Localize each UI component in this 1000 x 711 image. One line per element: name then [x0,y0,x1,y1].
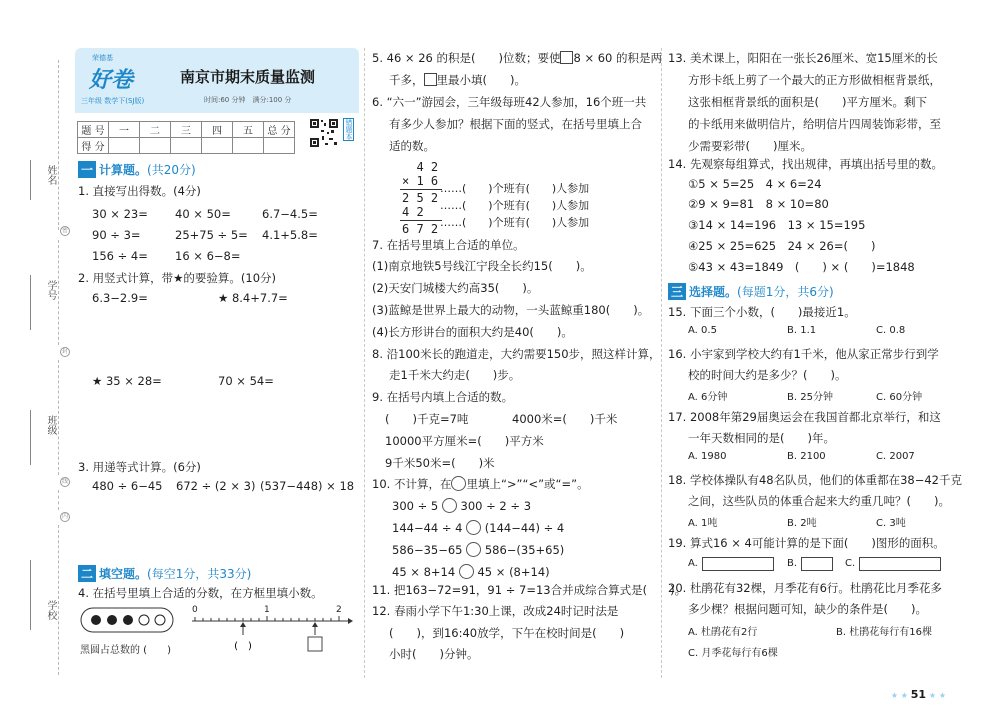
label-school: 学校 [45,600,56,620]
column-divider [364,48,365,678]
section-note: (共20分) [147,163,196,177]
compare-right: 586−(35+65) [484,543,565,557]
question-18-line: 之间，这些队员的体重合起来大约重几吨？( )。 [688,494,950,508]
pattern-item: ①5 × 5=25 4 × 6=24 [688,177,822,191]
section-note: (每题1分，共6分) [737,285,834,299]
question-10-title [372,476,589,492]
question-15: 15. 下面三个小数，( )最接近1。 [668,305,856,319]
compare-circle[interactable] [466,520,481,535]
page-number: 51 [910,688,927,701]
calc-note: ……( )个班有( )人参加 [440,182,590,195]
question-13-line: 少需要彩带( )厘米。 [688,139,812,153]
score-table [77,121,295,154]
exam-header [75,48,359,113]
q5-text: 里最小填( )。 [436,73,526,87]
compare-circle [451,476,466,491]
pattern-item: ③14 × 14=196 13 × 15=195 [688,218,866,232]
compare-right: (144−44) ÷ 4 [484,521,565,535]
dots-caption-text: 黑圆占总数的 [80,645,140,656]
calc-row: × 1 6 [402,174,439,188]
calc-item: 156 ÷ 4= [92,249,148,263]
question-7-item: (3)蓝鲸是世界上最大的动物，一头蓝鲸重180( )。 [372,303,650,317]
question-9-item: ( )千克=7吨 [385,412,469,426]
section-multiple-choice [668,283,834,300]
qr-label: 错题本 [345,119,353,140]
score-input-cell[interactable] [140,138,171,154]
question-9-item: 4000米=( )千米 [512,412,618,426]
calc-item: 4.1+5.8= [262,228,318,242]
section-number: 三 [668,283,686,300]
question-6-line: 6. “六一”游园会，三年级每班42人参加，16个班一共 [372,95,647,109]
choice-option[interactable] [845,558,855,569]
compare-circle[interactable] [459,564,474,579]
calc-row: 2 5 2 [402,191,439,205]
vertical-calc-item: 70 × 54= [218,374,274,388]
pattern-item: ⑤43 × 43=1849 ( ) × ( )=1848 [688,260,915,274]
question-2-title: 2. 用竖式计算，带★的要验算。(10分) [78,271,277,285]
compare-left: 586−35−65 [392,543,463,557]
seal-mark: 封 [61,348,68,355]
question-17-line: 17. 2008年第29届奥运会在我国首都北京举行，和这 [668,410,941,424]
choice-option[interactable]: A. 杜鹃花有2行 [688,627,758,638]
question-7-item: (2)天安门城楼大约高35( )。 [372,281,539,295]
question-5-line [389,72,526,88]
score-input-cell[interactable] [264,138,295,154]
score-input-cell[interactable] [171,138,202,154]
compare-circle[interactable] [466,542,481,557]
choice-option[interactable]: A. 1吨 [688,518,718,529]
cut-line [58,240,59,345]
number-line-tick: 0 [192,605,198,615]
score-cell: 四 [202,122,233,138]
pattern-item: ④25 × 25=625 24 × 26=( ) [688,239,876,253]
calc-item: 40 × 50= [175,207,231,221]
question-11: 11. 把163−72=91，91 ÷ 7=13合并成综合算式是( )。 [372,583,687,597]
grade-label: 三年级 数学下(SJ版) [81,97,145,105]
section-number: 二 [78,565,96,582]
compare-item [392,520,564,535]
score-cell: 五 [233,122,264,138]
question-8-line: 8. 沿100米长的跑道走，大约需要150步，照这样计算， [372,347,661,361]
compare-right: 45 × (8+14) [477,565,550,579]
choice-label: A. [688,558,698,569]
score-cell: 二 [140,122,171,138]
question-18-line: 18. 学校体操队有48名队员，他们的体重都在38−42千克 [668,473,962,487]
question-12-line: ( )，到16:40放学，下午在校时间是( ) [389,626,625,640]
vertical-calc-item: ★ 8.4+7.7= [218,291,288,305]
question-7-title: 7. 在括号里填上合适的单位。 [372,238,525,252]
page-footer [891,688,946,701]
q10-text: 10. 不计算，在 [372,477,452,491]
question-1-title: 1. 直接写出得数。(4分) [78,184,201,198]
question-6-line: 适的数。 [389,139,435,153]
compare-item [392,542,564,557]
question-4-title: 4. 在括号里填上合适的分数，在方框里填小数。 [78,586,323,600]
score-cell: 题 号 [78,122,109,138]
stepwise-item: 480 ÷ 6−45 [92,479,163,493]
question-12-line: 小时( )分钟。 [389,647,479,661]
seal-mark: 内 [61,513,68,520]
cut-line [58,525,59,675]
calc-note: ……( )个班有( )人参加 [440,216,590,229]
id-line [30,275,31,330]
section-calculation [78,161,196,178]
question-16-line: 16. 小宇家到学校大约有1千米，他从家正常步行到学 [668,347,939,361]
question-20-line: 多少棵？根据问题可知，缺少的条件是( )。 [688,602,927,616]
seal-mark: 线 [61,478,68,485]
choice-option[interactable]: B. 2100 [787,451,826,462]
star-decoration-icon: ★ ★ [926,691,946,700]
compare-item [392,564,550,579]
name-line [30,160,31,200]
question-20-line: 20. 杜鹃花有32棵，月季花有6行。杜鹃花比月季花多 [668,581,942,595]
binding-margin [0,0,72,711]
score-input-cell[interactable] [233,138,264,154]
score-cell: 总 分 [264,122,295,138]
q5-text: 8 × 60 的积是两 [573,51,663,65]
q10-text: 里填上“>”“<”或“=”。 [466,477,589,491]
section-number: 一 [78,161,96,178]
label-class: 班级 [45,415,56,435]
question-8-line: 走1千米大约走( )步。 [389,368,521,382]
brand-small-text: 荣德基 [92,54,113,62]
exam-meta: 时间:60 分钟 满分:100 分 [204,96,292,104]
q5-text: 5. 46 × 26 的积是( )位数；要使 [372,51,561,65]
number-line [188,611,353,656]
star-decoration-icon: ★ ★ [890,691,911,700]
rectangle-shape-b [801,557,833,571]
question-14-title: 14. 先观察每组算式，找出规律，再填出括号里的数。 [668,157,943,171]
cut-line [58,490,59,510]
choice-option[interactable]: A. 1980 [688,451,727,462]
question-17-line: 一年天数相同的是( )年。 [688,431,835,445]
choice-option[interactable]: B. 1.1 [787,325,817,336]
vertical-calc-item: 6.3−2.9= [92,291,148,305]
section-title: 选择题。 [689,285,738,299]
choice-option[interactable] [688,558,698,569]
question-6-line: 有多少人参加？根据下面的竖式，在括号里填上合 [389,117,642,131]
number-line-tick: 2 [336,605,342,615]
choice-option[interactable]: C. 3吨 [876,518,906,529]
label-student-id: 学号 [45,280,56,300]
seal-mark: 密 [61,227,68,234]
compare-circle[interactable] [442,498,457,513]
question-9-item: 10000平方厘米=( )平方米 [385,434,544,448]
section-title: 计算题。 [99,163,148,177]
calc-row: 4 2 [402,160,439,174]
compare-item [392,498,531,513]
score-input-cell[interactable] [109,138,140,154]
calc-item: 90 ÷ 3= [92,228,141,242]
choice-option[interactable]: B. 2吨 [787,518,817,529]
score-table-row [78,122,295,138]
compare-left: 300 ÷ 5 [392,499,439,513]
question-13-line: 13. 美术课上，阳阳在一张长26厘米、宽15厘米的长 [668,51,938,65]
choice-option[interactable] [787,558,797,569]
question-13-line: 这张相框背景纸的面积是( )平方厘米。剩下 [688,95,927,109]
calc-row: 6 7 2 [402,222,439,236]
score-input-cell[interactable] [202,138,233,154]
question-7-item: (4)长方形讲台的面积大约是40( )。 [372,325,573,339]
vertical-calc-figure [402,160,438,236]
compare-left: 144−44 ÷ 4 [392,521,463,535]
choice-option[interactable]: C. 0.8 [876,325,906,336]
vertical-calc-item: ★ 35 × 28= [92,374,162,388]
question-13-line: 的卡纸用来做明信片，给明信片四周装饰彩带，至 [688,117,941,131]
number-line-tick: 1 [264,605,270,615]
stepwise-item: 672 ÷ (2 × 3) [176,479,256,493]
question-9-item: 9千米50米=( )米 [385,456,495,470]
brand-logo: 好卷 [89,67,134,93]
calc-note: ……( )个班有( )人参加 [440,199,590,212]
score-cell: 一 [109,122,140,138]
compare-left: 45 × 8+14 [392,565,456,579]
calc-rule [400,189,442,190]
choice-option[interactable]: A. 0.5 [688,325,717,336]
question-19: 19. 算式16 × 4可能计算的是下面( )图形的面积。 [668,536,945,550]
calc-item: 30 × 23= [92,207,148,221]
choice-option[interactable]: C. 60分钟 [876,392,923,403]
answer-box[interactable] [560,51,573,64]
question-7-item: (1)南京地铁5号线江宁段全长约15( )。 [372,259,592,273]
question-5-line [372,50,662,66]
question-16-line: 校的时间大约是多少？( )。 [688,368,847,382]
question-12-line: 12. 春雨小学下午1:30上课，改成24时记时法是 [372,604,619,618]
cut-line [58,60,59,230]
choice-label: C. [845,558,856,569]
score-cell: 三 [171,122,202,138]
calc-rule [400,220,442,221]
section-fill-blank [78,565,251,582]
label-name: 姓名 [45,165,56,185]
question-3-title: 3. 用递等式计算。(6分) [78,460,201,474]
choice-option[interactable]: B. 25分钟 [787,392,833,403]
cut-line [58,360,59,475]
choice-option[interactable]: C. 月季花每行有6棵 [688,648,778,659]
choice-label: B. [787,558,798,569]
rectangle-shape-c [859,557,941,571]
class-line [30,410,31,465]
choice-option[interactable]: C. 2007 [876,451,915,462]
choice-option[interactable]: B. 杜鹃花每行有16棵 [836,627,932,638]
score-table-row [78,138,295,154]
question-9-title: 9. 在括号内填上合适的数。 [372,390,514,404]
pattern-item: ②9 × 9=81 8 × 10=80 [688,197,829,211]
calc-item: 16 × 6−8= [175,249,241,263]
calc-item: 6.7−4.5= [262,207,318,221]
rectangle-shape-a [702,557,774,571]
section-note: (每空1分，共33分) [147,567,252,581]
section-title: 填空题。 [99,567,148,581]
choice-option[interactable]: A. 6分钟 [688,392,728,403]
calc-row: 4 2 [402,205,439,219]
qr-code-icon [309,118,339,148]
dots-capsule-figure [80,605,175,635]
svg-text:( ): ( ) [234,641,252,652]
q5-text: 千多， [389,73,424,87]
question-13-line: 方形卡纸上剪了一个最大的正方形做相框背景纸， [688,73,941,87]
calc-item: 25+75 ÷ 5= [175,228,248,242]
stepwise-item: (537−448) × 18 [260,479,355,493]
dots-caption: 黑圆占总数的 ( ) [80,645,171,656]
answer-box[interactable] [424,73,437,86]
compare-right: 300 ÷ 2 ÷ 3 [460,499,532,513]
school-line [30,560,31,630]
score-cell: 得 分 [78,138,109,154]
exam-title: 南京市期末质量监测 [180,68,316,86]
